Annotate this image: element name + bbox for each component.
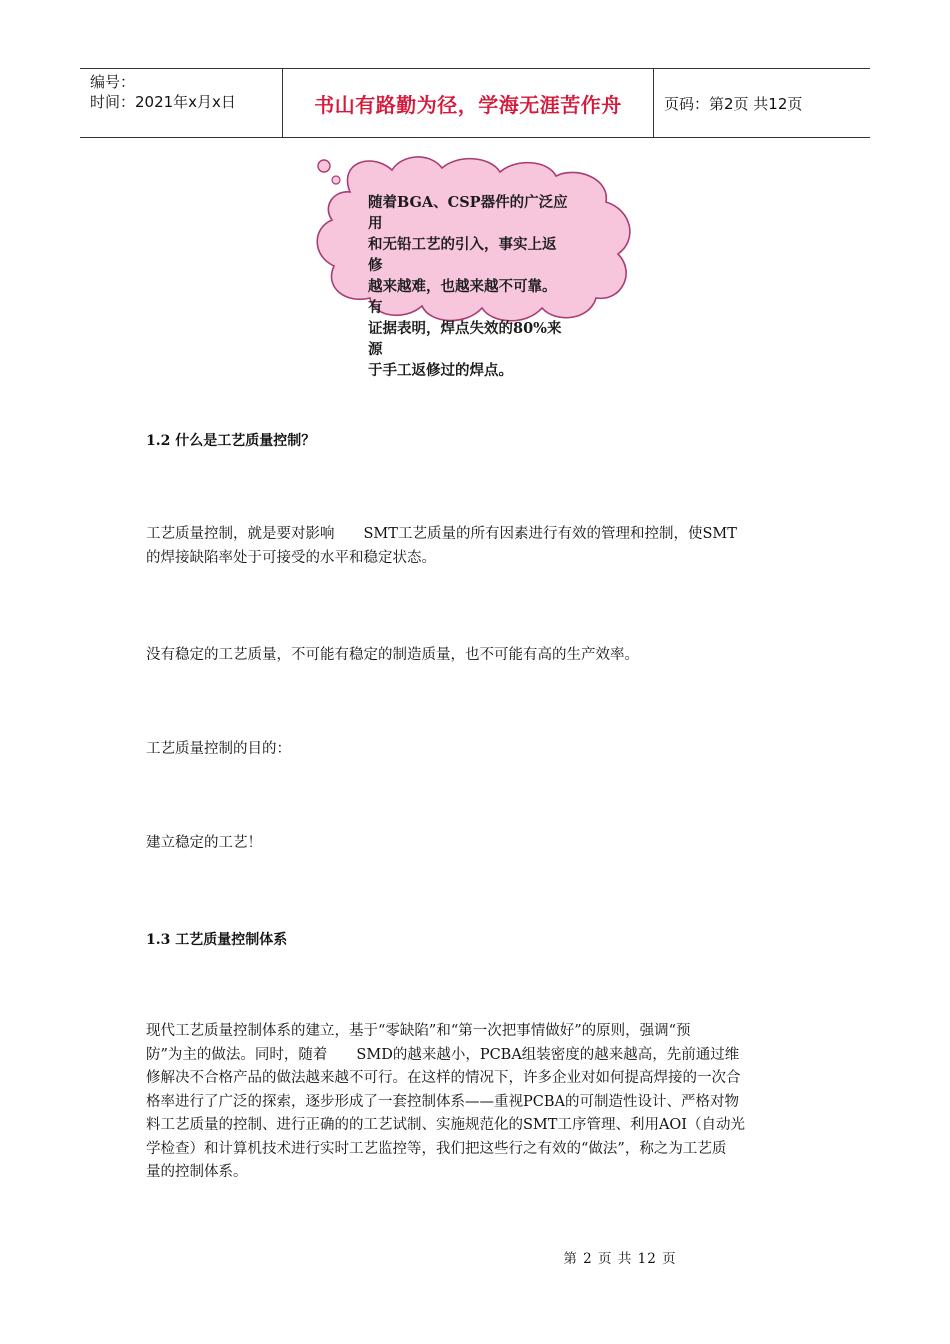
- callout-line: 证据表明，焊点失效的80%来源: [368, 320, 562, 358]
- cloud-callout-text: [368, 192, 568, 381]
- header-number-label: 编号：: [90, 73, 136, 91]
- section-heading-1-2: 1.2 什么是工艺质量控制？: [146, 433, 316, 449]
- paragraph-line: 料工艺质量的控制、进行正确的的工艺试制、实施规范化的SMT工序管理、利用AOI（自动光: [146, 1117, 746, 1133]
- header-left-cell: [80, 69, 283, 137]
- paragraph-line: 格率进行了广泛的探索，逐步形成了一套控制体系——重视PCBA的可制造性设计、严格对物: [146, 1093, 739, 1110]
- header-page-info: 页码：第2页 共12页: [664, 94, 803, 113]
- page-footer: 第 2 页 共 12 页: [563, 1251, 677, 1267]
- paragraph-purpose: 建立稳定的工艺！: [146, 835, 262, 851]
- paragraph-line: 防”为主的做法。同时，随着 SMD的越来越小，PCBA组装密度的越来越高，先前通过维: [146, 1046, 740, 1063]
- header-motto-cell: [283, 69, 654, 137]
- paragraph-line: 工艺质量控制，就是要对影响 SMT工艺质量的所有因素进行有效的管理和控制，使SMT: [146, 526, 737, 542]
- header-time-label: 时间：2021年x月x日: [90, 93, 236, 111]
- cloud-callout: [310, 152, 640, 379]
- paragraph-line: 量的控制体系。: [146, 1164, 248, 1180]
- section-heading-1-3: 1.3 工艺质量控制体系: [146, 932, 288, 948]
- paragraph-control-system: [146, 1020, 810, 1185]
- header-page-cell: [654, 69, 870, 137]
- paragraph-definition: [146, 522, 810, 570]
- callout-line: 于手工返修过的焊点。: [368, 362, 513, 379]
- paragraph-line: 学检查）和计算机技术进行实时工艺监控等，我们把这些行之有效的“做法”，称之为工艺质: [146, 1140, 727, 1157]
- paragraph-stability: 没有稳定的工艺质量，不可能有稳定的制造质量，也不可能有高的生产效率。: [146, 647, 639, 663]
- paragraph-line: 修解决不合格产品的做法越来越不可行。在这样的情况下，许多企业对如何提高焊接的一次合: [146, 1070, 741, 1086]
- callout-line: 越来越难，也越来越不可靠。有: [368, 278, 557, 316]
- header-motto: 书山有路勤为径，学海无涯苦作舟: [314, 92, 622, 117]
- paragraph-purpose-label: 工艺质量控制的目的：: [146, 741, 291, 757]
- page-header: [80, 68, 870, 138]
- paragraph-line: 的焊接缺陷率处于可接受的水平和稳定状态。: [146, 550, 436, 566]
- callout-line: 和无铅工艺的引入，事实上返修: [368, 236, 557, 274]
- paragraph-line: 现代工艺质量控制体系的建立，基于“零缺陷”和“第一次把事情做好”的原则，强调“预: [146, 1023, 691, 1039]
- callout-line: 随着BGA、CSP器件的广泛应用: [368, 194, 568, 232]
